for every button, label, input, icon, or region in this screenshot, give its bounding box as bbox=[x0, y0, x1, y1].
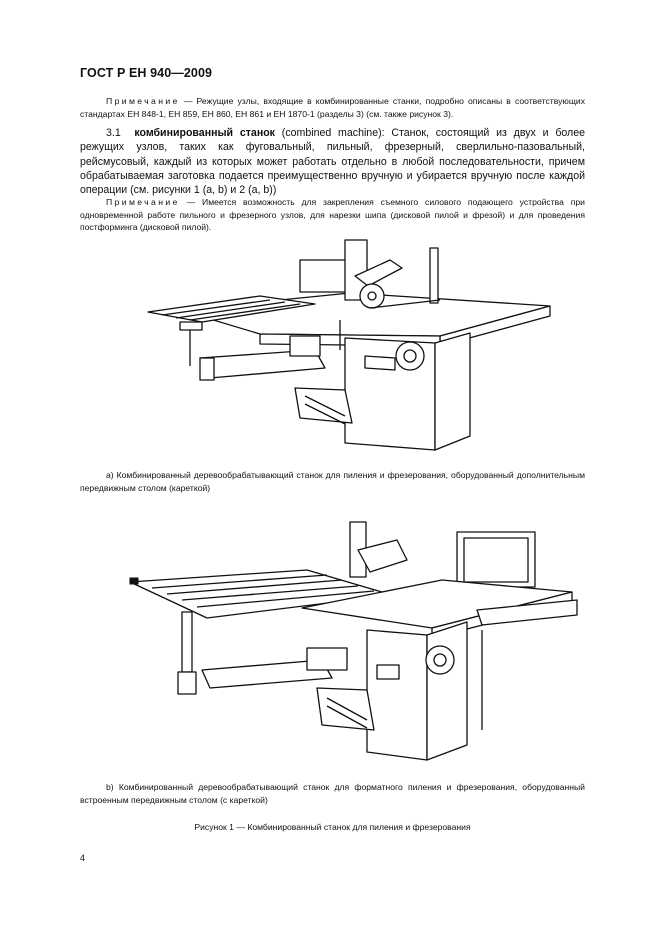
document-header: ГОСТ Р ЕН 940—2009 bbox=[80, 66, 213, 80]
term-english: (combined machine): bbox=[281, 127, 385, 139]
note-text: — Имеется возможность для закрепления съемного силового подающего устройства при одновременной работе пильного и фрезерного узлов, для нарезки шипа (дисковой пилой и фрезой) и для проведения постформинга (дисковой пилой). bbox=[80, 197, 585, 232]
machine-a-drawing bbox=[140, 238, 560, 453]
note-cutting-units bbox=[80, 95, 585, 120]
note-power-feed bbox=[80, 196, 585, 234]
caption-figure-b: b) Комбинированный деревообрабатывающий станок для форматного пиления и фрезерования, оборудованный встроенным передвижным столом (с кареткой) bbox=[80, 782, 585, 805]
motor-housing bbox=[317, 688, 374, 730]
machine-body-side bbox=[435, 333, 470, 450]
saw-blade bbox=[360, 284, 384, 308]
term-definition-text: Станок, состоящий из двух и более режущих узлов, таких как фуговальный, пильный, фрезерный, сверлильно-пазовальный, рейсмусовый, каждый из которых может работать отдельно в любой последовательности, причем обрабатываемая заготовка подается преимущественно вручную и убирается вручную после каждой операции (см. рисунки 1 (a, b) и 2 (a, b)) bbox=[80, 127, 586, 197]
caption-figure-a: а) Комбинированный деревообрабатывающий станок для пиления и фрезерования, оборудованный дополнительным передвижным столом (кареткой) bbox=[80, 470, 585, 493]
figure-title: Рисунок 1 — Комбинированный станок для пиления и фрезерования bbox=[194, 822, 471, 832]
note-text: — Режущие узлы, входящие в комбинированные станки, подробно описаны в соответствующих стандартах ЕН 848-1, ЕН 859, ЕН 860, ЕН 861 и ЕН 1870-1 (разделы 3) (см. также рисунок 3). bbox=[80, 96, 585, 119]
handwheel bbox=[426, 646, 454, 674]
machine-body bbox=[367, 630, 427, 760]
note-label: Примечание bbox=[106, 197, 180, 207]
rear-panel bbox=[457, 532, 535, 587]
page-number: 4 bbox=[80, 853, 86, 863]
machine-body-side bbox=[427, 622, 467, 760]
term-number: 3.1 bbox=[106, 127, 121, 139]
machine-b-drawing bbox=[122, 520, 582, 765]
figure-b-illustration bbox=[122, 520, 582, 765]
note-label: Примечание bbox=[106, 96, 180, 106]
term-name: комбинированный станок bbox=[134, 127, 275, 139]
handwheel bbox=[396, 342, 424, 370]
figure-a-illustration bbox=[140, 238, 560, 453]
term-definition bbox=[80, 126, 585, 197]
